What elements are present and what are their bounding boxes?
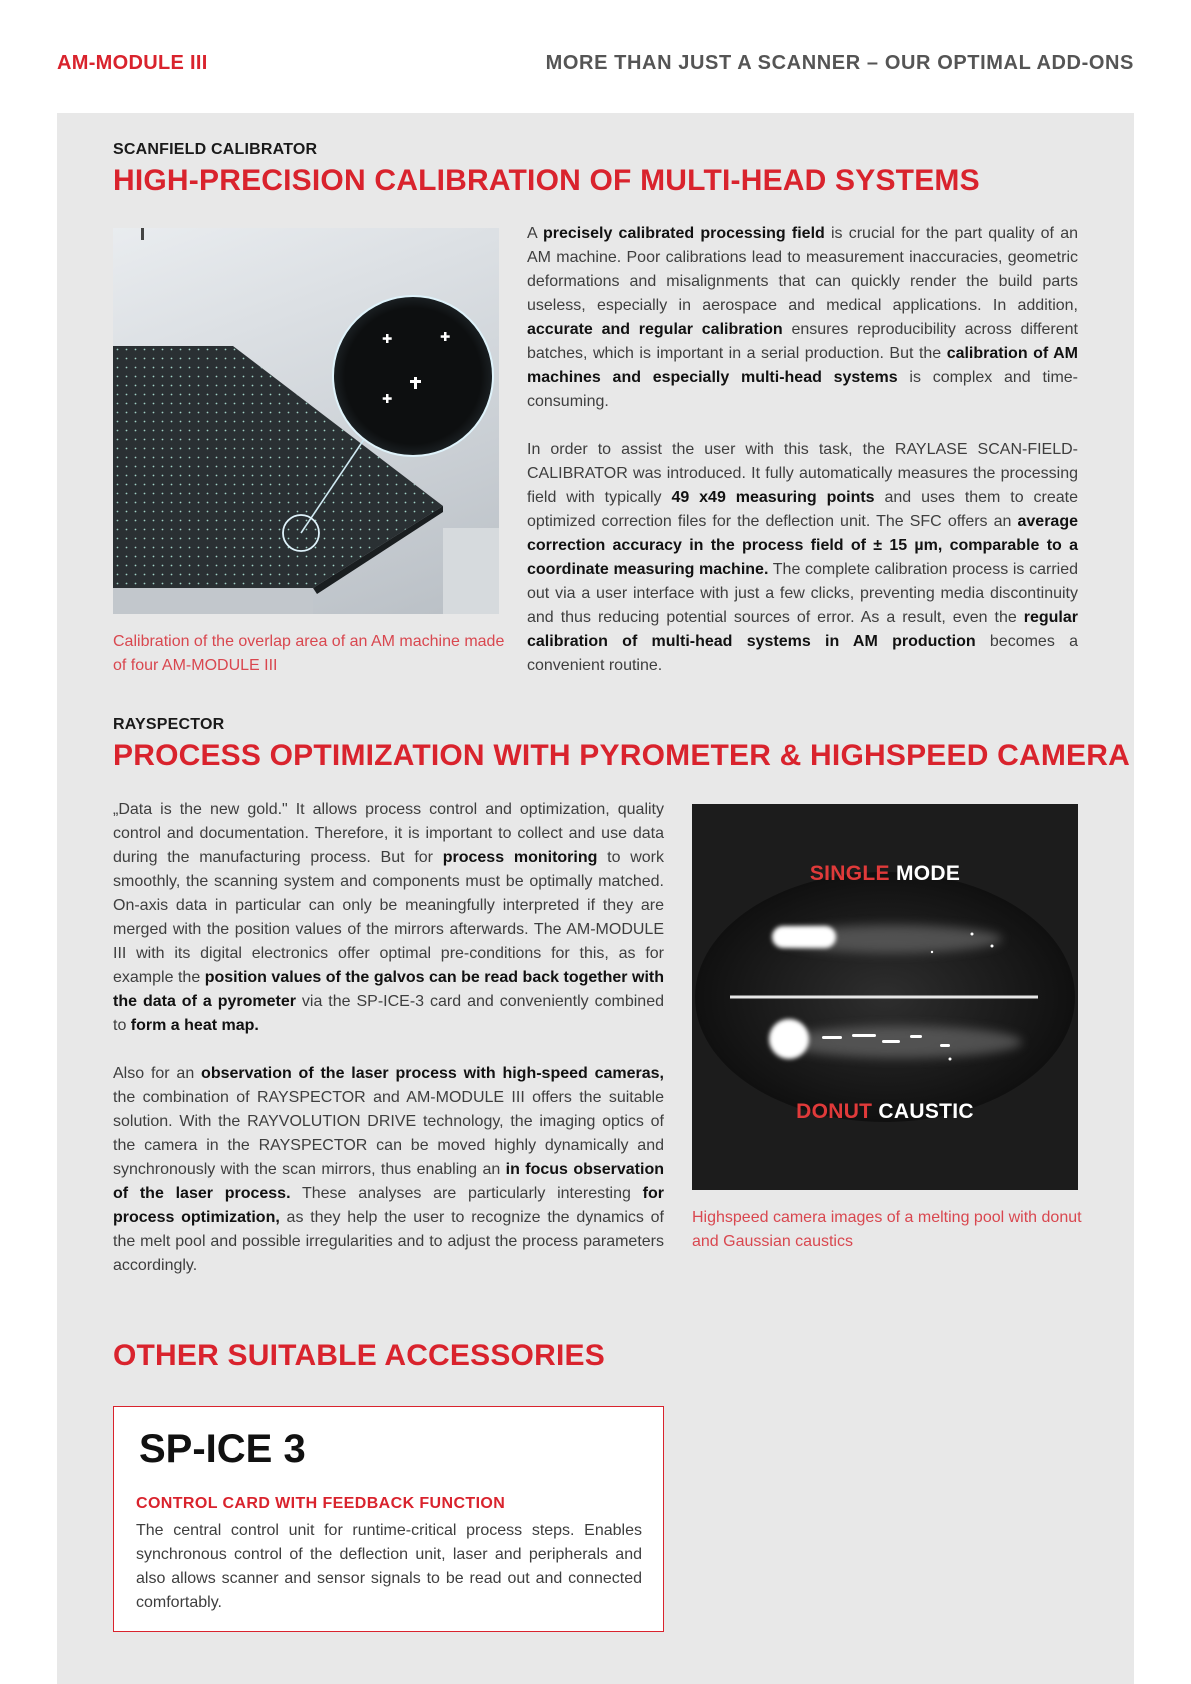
- accessory-card-description: The central control unit for runtime-critical process steps. Enables synchronous control of the deflection unit, laser and peripherals and also allows scanner and sensor signals to be read out and connected comfortably.: [136, 1522, 642, 1611]
- accessory-card-title: SP-ICE 3: [139, 1427, 306, 1471]
- section2-image-caption: Highspeed camera images of a melting pool with donut and Gaussian caustics: [692, 1209, 1082, 1250]
- section2-paragraph-1: „Data is the new gold." It allows process control and optimization, quality control and documentation. Therefore, it is important to collect and use data during the manufacturing process. But for process monitoring to work smoothly, the scanning system and components must be optimally matched. On-axis data in particular can only be meaningfully interpreted if they are merged with the position values of the mirrors afterwards. The AM-MODULE III with its digital electronics offer optimal pre-conditions for this, as for example the position values of the galvos can be read back together with the data of a pyrometer via the SP-ICE-3 card and conveniently combined to form a heat map.: [113, 801, 665, 1034]
- accessory-card-sp-ice-3: [113, 1406, 664, 1632]
- section2-kicker: RAYSPECTOR: [113, 716, 225, 733]
- calibration-plate-illustration: [113, 228, 499, 614]
- section1-body: [527, 222, 1078, 702]
- section1-kicker: SCANFIELD CALIBRATOR: [113, 141, 318, 158]
- section3-title: OTHER SUITABLE ACCESSORIES: [113, 1339, 605, 1372]
- header-section-title: MORE THAN JUST A SCANNER – OUR OPTIMAL ADD-ONS: [545, 52, 1134, 74]
- section1-title: HIGH-PRECISION CALIBRATION OF MULTI-HEAD SYSTEMS: [113, 164, 980, 197]
- section2-paragraph-2: Also for an observation of the laser process with high-speed cameras, the combination of RAYSPECTOR and AM-MODULE III offers the suitable solution. With the RAYVOLUTION DRIVE technology, the imaging optics of the camera in the RAYSPECTOR can be moved highly dynamically and synchronously with the scan mirrors, thus enabling an in focus observation of the laser process. These analyses are particularly interesting for process optimization, as they help the user to recognize the dynamics of the melt pool and possible irregularities and to adjust the process parameters accordingly.: [113, 1065, 664, 1274]
- accessory-card-subtitle: CONTROL CARD WITH FEEDBACK FUNCTION: [136, 1495, 506, 1512]
- calibration-plate-image: [113, 228, 499, 614]
- section2-title: PROCESS OPTIMIZATION WITH PYROMETER & HIGHSPEED CAMERA: [113, 739, 1130, 772]
- header-module-name: AM-MODULE III: [57, 52, 208, 74]
- highspeed-camera-image: [692, 804, 1078, 1190]
- donut-caustic-label: DONUT CAUSTIC: [796, 1100, 974, 1123]
- section1-image-caption: Calibration of the overlap area of an AM machine made of four AM-MODULE III: [113, 633, 505, 674]
- section2-body: [113, 798, 664, 1302]
- section1-paragraph-1: A precisely calibrated processing field is crucial for the part quality of an AM machine. Poor calibrations lead to measurement inaccuracies, geometric deformations and misalignments that can quickly render the build parts useless, especially in aerospace and medical applications. In addition, accurate and regular calibration ensures reproducibility across different batches, which is important in a serial production. But the calibration of AM machines and especially multi-head systems is complex and time-consuming.: [527, 225, 1078, 410]
- section1-paragraph-2: In order to assist the user with this task, the RAYLASE SCAN-FIELD-CALIBRATOR was introduced. It fully automatically measures the processing field with typically 49 x49 measuring points and uses them to create optimized correction files for the deflection unit. The SFC offers an average correction accuracy in the process field of ± 15 µm, comparable to a coordinate measuring machine. The complete calibration process is carried out via a user interface with just a few clicks, preventing media discontinuity and thus reducing potential sources of error. As a result, even the regular calibration of multi-head systems in AM production becomes a convenient routine.: [527, 441, 1079, 674]
- single-mode-label: SINGLE MODE: [809, 862, 961, 885]
